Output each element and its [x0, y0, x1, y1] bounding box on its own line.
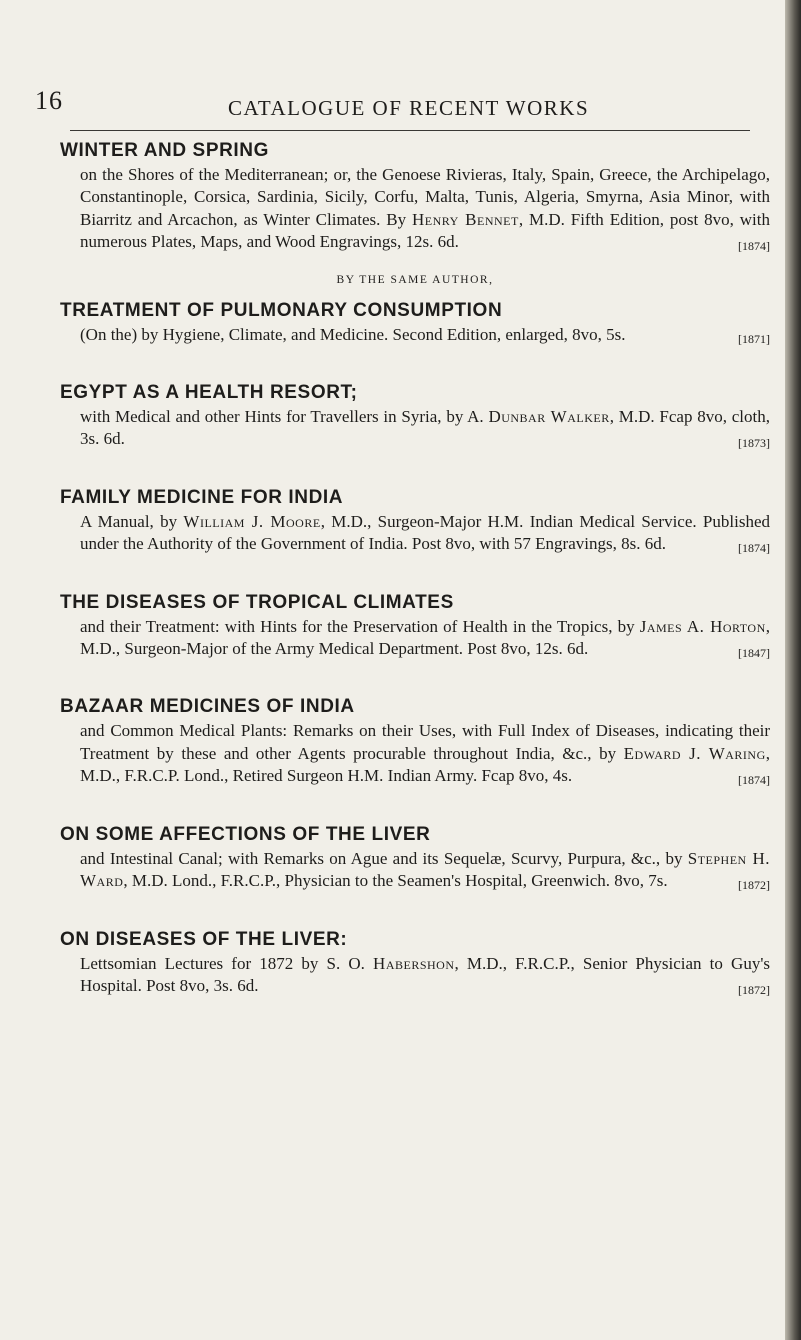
entry-author: Stephen H. Ward: [80, 848, 770, 891]
same-author-note: BY THE SAME AUTHOR,: [336, 273, 494, 286]
entry-year: [1873]: [738, 436, 770, 451]
entry-text: on the Shores of the Mediterranean; or, the Genoese Rivieras, Italy, Spain, Greece, the Archipelago, Constantinople, Corsica, Sardinia, Sicily, Corfu, Malta, Tunis, Algeria, Smyrna, Asia Minor, with Biarritz and Arcachon, as Winter Climates. By: [80, 165, 770, 229]
catalogue-entry: [60, 140, 770, 254]
entry-author: Habershon: [373, 953, 455, 973]
header-rule: [70, 130, 750, 131]
entry-author: William J. Moore: [183, 511, 321, 531]
entry-text-end: , M.D. Fcap 8vo, cloth, 3s. 6d.: [80, 407, 770, 449]
entry-title: FAMILY MEDICINE FOR INDIA: [60, 486, 344, 508]
entry-title: ON SOME AFFECTIONS OF THE LIVER: [60, 823, 431, 845]
catalogue-entry: [60, 696, 770, 787]
entry-text: with Medical and other Hints for Travellers in Syria, by A.: [80, 407, 489, 427]
entry-year: [1872]: [738, 982, 770, 997]
entry-title: ON DISEASES OF THE LIVER:: [60, 928, 348, 950]
page-edge: [785, 0, 801, 1340]
entry-body: [60, 164, 770, 254]
entry-year: [1871]: [738, 331, 770, 346]
entry-body: [60, 511, 770, 556]
entry-year: [1874]: [738, 541, 770, 556]
catalogue-entry: [60, 487, 770, 556]
entry-author: Dunbar Walker: [488, 407, 610, 427]
entry-title: WINTER AND SPRING: [60, 140, 269, 161]
entry-title: THE DISEASES OF TROPICAL CLIMATES: [60, 591, 454, 613]
running-head: CATALOGUE OF RECENT WORKS: [228, 96, 590, 120]
entry-year: [1847]: [738, 646, 770, 661]
catalogue-entry: [60, 929, 770, 998]
entry-text: A Manual, by: [80, 511, 184, 531]
catalogue-entry: [60, 300, 770, 346]
entry-text: and Common Medical Plants: Remarks on their Uses, with Full Index of Diseases, indicating their Treatment by these and other Agents procurable throughout India, &c., by: [80, 721, 770, 763]
entry-text-end: , M.D., F.R.C.P. Lond., Retired Surgeon H.M. Indian Army. Fcap 8vo, 4s.: [80, 743, 771, 786]
entry-text-end: , M.D., Surgeon-Major H.M. Indian Medical Service. Published under the Authority of the Government of India. Post 8vo, with 57 Engravings, 8s. 6d.: [80, 511, 770, 554]
entry-title: BAZAAR MEDICINES OF INDIA: [60, 696, 355, 718]
entry-body: [60, 953, 770, 998]
catalogue-entry: [60, 592, 770, 661]
entry-year: [1874]: [738, 239, 770, 254]
entry-author: Henry Bennet: [411, 209, 519, 229]
entry-body: [60, 720, 770, 787]
entry-text: and Intestinal Canal; with Remarks on Ague and its Sequelæ, Scurvy, Purpura, &c., by: [80, 848, 688, 868]
entry-text: Lettsomian Lectures for 1872 by S. O.: [80, 953, 374, 973]
entry-year: [1874]: [738, 773, 770, 788]
entry-text-end: , M.D. Lond., F.R.C.P., Physician to the Seamen's Hospital, Greenwich. 8vo, 7s.: [123, 871, 668, 891]
entry-title: TREATMENT OF PULMONARY CONSUMPTION: [60, 299, 503, 321]
entry-body: [60, 616, 770, 661]
catalogue-entry: [60, 382, 770, 451]
entry-text-end: , M.D., F.R.C.P., Senior Physician to Guy's Hospital. Post 8vo, 3s. 6d.: [80, 953, 770, 995]
entry-body: [60, 406, 770, 451]
entry-body: [60, 324, 770, 346]
entry-title: EGYPT AS A HEALTH RESORT;: [60, 382, 358, 404]
entry-text: and their Treatment: with Hints for the Preservation of Health in the Tropics, by: [80, 616, 640, 636]
entry-year: [1872]: [738, 878, 770, 893]
catalogue-entries: [60, 140, 770, 1033]
entry-text-end: , M.D. Fifth Edition, post 8vo, with numerous Plates, Maps, and Wood Engravings, 12s. 6d.: [80, 209, 770, 252]
entry-text: (On the) by Hygiene, Climate, and Medicine. Second Edition, enlarged, 8vo, 5s.: [80, 324, 626, 344]
entry-body: [60, 848, 770, 893]
catalogue-entry: [60, 824, 770, 893]
entry-text-end: , M.D., Surgeon-Major of the Army Medical Department. Post 8vo, 12s. 6d.: [80, 616, 770, 659]
entry-author: Edward J. Waring: [623, 743, 766, 763]
page-number: 16: [35, 86, 63, 115]
entry-author: James A. Horton: [639, 616, 766, 636]
